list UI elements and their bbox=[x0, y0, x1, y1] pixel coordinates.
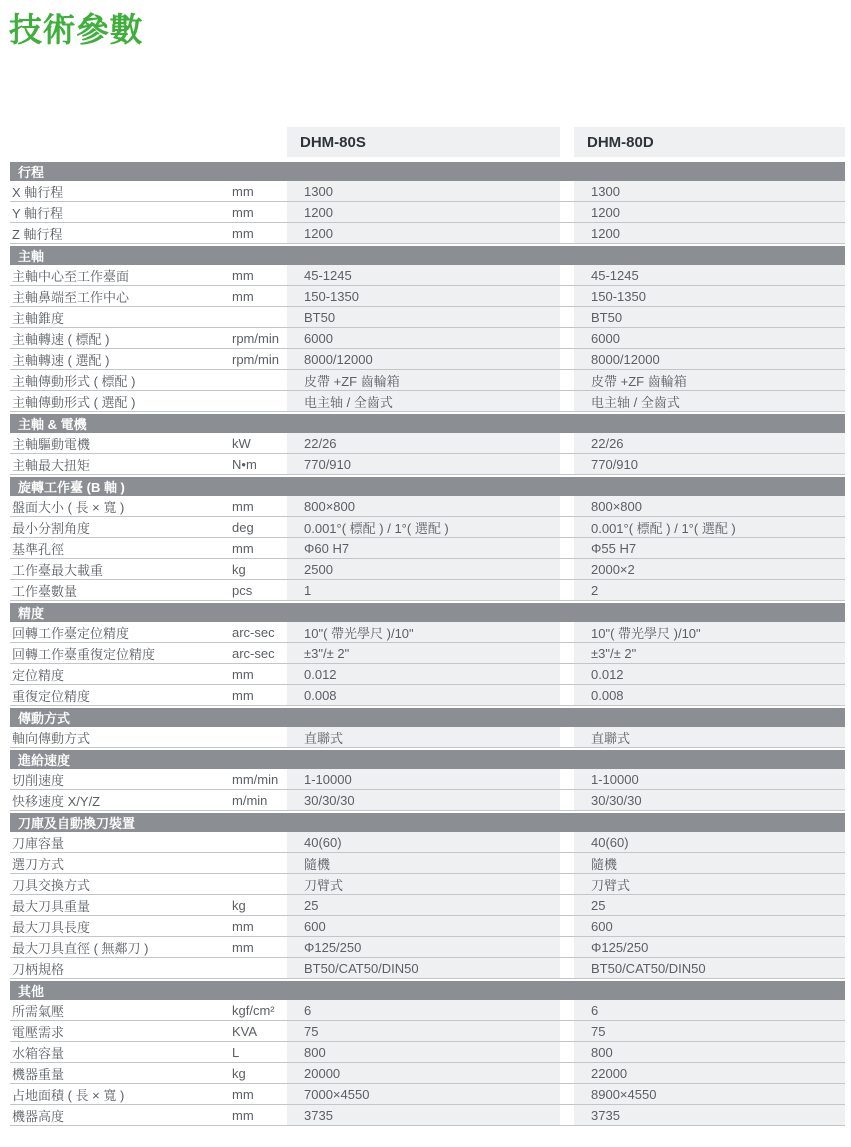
spec-row bbox=[10, 1000, 845, 1021]
spec-label: 刀庫容量 bbox=[12, 835, 65, 851]
spec-row bbox=[10, 874, 845, 895]
spec-value-dhm80d: Φ55 H7 bbox=[574, 538, 845, 558]
spec-unit bbox=[232, 874, 287, 894]
spec-unit: m/min bbox=[232, 792, 268, 808]
spec-value-dhm80d: 770/910 bbox=[574, 454, 845, 474]
section-header: 主軸 & 電機 bbox=[10, 414, 845, 433]
spec-unit: kg bbox=[232, 1065, 246, 1081]
spec-value-dhm80s: 1200 bbox=[287, 223, 560, 243]
column-gap bbox=[560, 916, 574, 936]
spec-value-dhm80s: 皮帶 +ZF 齒輪箱 bbox=[287, 370, 560, 390]
spec-value-dhm80s: 150-1350 bbox=[287, 286, 560, 306]
spec-row bbox=[10, 265, 845, 286]
spec-row bbox=[10, 769, 845, 790]
column-gap bbox=[560, 853, 574, 873]
column-gap bbox=[560, 1042, 574, 1062]
spec-row bbox=[10, 496, 845, 517]
section-header: 刀庫及自動換刀裝置 bbox=[10, 813, 845, 832]
spec-value-dhm80s: 600 bbox=[287, 916, 560, 936]
spec-row bbox=[10, 1021, 845, 1042]
column-gap bbox=[560, 517, 574, 537]
spec-row bbox=[10, 454, 845, 475]
column-gap bbox=[560, 349, 574, 369]
spec-value-dhm80d: BT50 bbox=[574, 307, 845, 327]
spec-unit: N•m bbox=[232, 456, 257, 472]
column-gap bbox=[560, 832, 574, 852]
spec-value-dhm80d: 0.001°( 標配 ) / 1°( 選配 ) bbox=[574, 517, 845, 537]
spec-unit: kW bbox=[232, 435, 251, 451]
column-gap bbox=[560, 874, 574, 894]
spec-unit: arc-sec bbox=[232, 624, 275, 640]
column-gap bbox=[560, 538, 574, 558]
spec-label: 主軸傳動形式 ( 選配 ) bbox=[12, 394, 136, 410]
spec-row bbox=[10, 223, 845, 244]
spec-unit: mm bbox=[232, 939, 254, 955]
column-gap bbox=[560, 1105, 574, 1125]
spec-value-dhm80d: 0.012 bbox=[574, 664, 845, 684]
spec-value-dhm80s: 2500 bbox=[287, 559, 560, 579]
spec-value-dhm80d: 25 bbox=[574, 895, 845, 915]
spec-value-dhm80d: 1-10000 bbox=[574, 769, 845, 789]
spec-row bbox=[10, 580, 845, 601]
column-gap bbox=[560, 643, 574, 663]
column-gap bbox=[560, 496, 574, 516]
spec-value-dhm80d: 刀臂式 bbox=[574, 874, 845, 894]
spec-value-dhm80s: ±3"/± 2" bbox=[287, 643, 560, 663]
spec-value-dhm80s: 800 bbox=[287, 1042, 560, 1062]
column-gap bbox=[560, 127, 574, 157]
column-gap bbox=[560, 307, 574, 327]
spec-label: 刀柄規格 bbox=[12, 961, 65, 977]
spec-row bbox=[10, 853, 845, 874]
spec-label: 機器重量 bbox=[12, 1066, 65, 1082]
spec-value-dhm80d: 10"( 帶光學尺 )/10" bbox=[574, 622, 845, 642]
column-gap bbox=[560, 790, 574, 810]
spec-unit: mm bbox=[232, 1086, 254, 1102]
spec-row bbox=[10, 643, 845, 664]
column-gap bbox=[560, 580, 574, 600]
spec-unit: mm bbox=[232, 666, 254, 682]
spec-value-dhm80s: 6000 bbox=[287, 328, 560, 348]
spec-row bbox=[10, 370, 845, 391]
spec-row bbox=[10, 202, 845, 223]
spec-value-dhm80d: 600 bbox=[574, 916, 845, 936]
spec-label: 重復定位精度 bbox=[12, 688, 91, 704]
spec-value-dhm80s: 0.001°( 標配 ) / 1°( 選配 ) bbox=[287, 517, 560, 537]
spec-row bbox=[10, 286, 845, 307]
spec-value-dhm80d: 800 bbox=[574, 1042, 845, 1062]
spec-label: 最小分割角度 bbox=[12, 520, 91, 536]
column-gap bbox=[560, 1000, 574, 1020]
spec-label: 回轉工作臺重復定位精度 bbox=[12, 646, 156, 662]
spec-value-dhm80d: Φ125/250 bbox=[574, 937, 845, 957]
spec-value-dhm80s: 6 bbox=[287, 1000, 560, 1020]
spec-label: Y 軸行程 bbox=[12, 205, 64, 221]
spec-value-dhm80s: Φ60 H7 bbox=[287, 538, 560, 558]
column-gap bbox=[560, 391, 574, 411]
column-gap bbox=[560, 286, 574, 306]
section-header: 傳動方式 bbox=[10, 708, 845, 727]
spec-value-dhm80s: 1-10000 bbox=[287, 769, 560, 789]
spec-label: 最大刀具直徑 ( 無鄰刀 ) bbox=[12, 940, 149, 956]
spec-value-dhm80s: 1200 bbox=[287, 202, 560, 222]
spec-unit: mm bbox=[232, 288, 254, 304]
spec-value-dhm80s: Φ125/250 bbox=[287, 937, 560, 957]
spec-value-dhm80d: 30/30/30 bbox=[574, 790, 845, 810]
spec-value-dhm80s: 22/26 bbox=[287, 433, 560, 453]
spec-unit: mm bbox=[232, 687, 254, 703]
spec-value-dhm80d: 电主轴 / 全齒式 bbox=[574, 391, 845, 411]
spec-value-dhm80d: 6000 bbox=[574, 328, 845, 348]
spec-unit: mm bbox=[232, 225, 254, 241]
spec-unit: mm bbox=[232, 540, 254, 556]
column-gap bbox=[560, 895, 574, 915]
spec-unit: arc-sec bbox=[232, 645, 275, 661]
spec-label: Z 軸行程 bbox=[12, 226, 63, 242]
spec-label: 最大刀具重量 bbox=[12, 898, 91, 914]
spec-label: 工作臺數量 bbox=[12, 583, 78, 599]
spec-label: 所需氣壓 bbox=[12, 1003, 65, 1019]
spec-row bbox=[10, 1042, 845, 1063]
spec-row bbox=[10, 307, 845, 328]
spec-row bbox=[10, 937, 845, 958]
spec-unit bbox=[232, 391, 287, 411]
column-gap bbox=[560, 1084, 574, 1104]
spec-value-dhm80s: 1300 bbox=[287, 181, 560, 201]
spec-value-dhm80s: 1 bbox=[287, 580, 560, 600]
spec-row bbox=[10, 832, 845, 853]
column-gap bbox=[560, 265, 574, 285]
spec-value-dhm80d: 150-1350 bbox=[574, 286, 845, 306]
spec-label: 軸向傳動方式 bbox=[12, 730, 91, 746]
spec-label: 選刀方式 bbox=[12, 856, 65, 872]
model-header-row bbox=[10, 127, 845, 157]
spec-unit bbox=[232, 853, 287, 873]
spec-unit bbox=[232, 832, 287, 852]
spec-unit: deg bbox=[232, 519, 254, 535]
spec-value-dhm80s: 0.012 bbox=[287, 664, 560, 684]
spec-unit: L bbox=[232, 1044, 240, 1060]
spec-unit: kgf/cm² bbox=[232, 1002, 275, 1018]
column-gap bbox=[560, 1063, 574, 1083]
spec-unit: mm bbox=[232, 1107, 254, 1123]
spec-row bbox=[10, 622, 845, 643]
spec-label: 基準孔徑 bbox=[12, 541, 65, 557]
model-header-dhm80s: DHM-80S bbox=[287, 127, 560, 157]
section-header: 行程 bbox=[10, 162, 845, 181]
column-gap bbox=[560, 202, 574, 222]
spec-label: 主軸最大扭矩 bbox=[12, 457, 91, 473]
spec-label: 最大刀具長度 bbox=[12, 919, 91, 935]
section-header: 旋轉工作臺 (B 軸 ) bbox=[10, 477, 845, 496]
section-header: 進給速度 bbox=[10, 750, 845, 769]
spec-row bbox=[10, 685, 845, 706]
spec-label: 定位精度 bbox=[12, 667, 65, 683]
spec-label: 主軸傳動形式 ( 標配 ) bbox=[12, 373, 136, 389]
spec-row bbox=[10, 391, 845, 412]
page-title: 技術參數 bbox=[9, 11, 143, 48]
spec-unit: kg bbox=[232, 897, 246, 913]
spec-value-dhm80s: 25 bbox=[287, 895, 560, 915]
spec-row bbox=[10, 664, 845, 685]
spec-row bbox=[10, 433, 845, 454]
spec-row bbox=[10, 1084, 845, 1105]
spec-value-dhm80s: 770/910 bbox=[287, 454, 560, 474]
spec-value-dhm80d: 2 bbox=[574, 580, 845, 600]
spec-row bbox=[10, 517, 845, 538]
column-gap bbox=[560, 559, 574, 579]
spec-unit: pcs bbox=[232, 582, 253, 598]
spec-row bbox=[10, 958, 845, 979]
spec-label: 快移速度 X/Y/Z bbox=[12, 793, 101, 809]
spec-row bbox=[10, 895, 845, 916]
spec-value-dhm80s: 电主轴 / 全齒式 bbox=[287, 391, 560, 411]
spec-row bbox=[10, 181, 845, 202]
spec-row bbox=[10, 916, 845, 937]
spec-value-dhm80d: 8000/12000 bbox=[574, 349, 845, 369]
spec-label: 水箱容量 bbox=[12, 1045, 65, 1061]
spec-value-dhm80d: 1300 bbox=[574, 181, 845, 201]
column-gap bbox=[560, 937, 574, 957]
spec-value-dhm80s: 800×800 bbox=[287, 496, 560, 516]
spec-label: 占地面積 ( 長 × 寬 ) bbox=[12, 1087, 125, 1103]
spec-unit: kg bbox=[232, 561, 246, 577]
spec-value-dhm80s: 3735 bbox=[287, 1105, 560, 1125]
spec-value-dhm80d: 隨機 bbox=[574, 853, 845, 873]
spec-value-dhm80d: 2000×2 bbox=[574, 559, 845, 579]
spec-unit bbox=[232, 958, 287, 978]
spec-value-dhm80d: 800×800 bbox=[574, 496, 845, 516]
spec-value-dhm80d: 22/26 bbox=[574, 433, 845, 453]
spec-value-dhm80d: 75 bbox=[574, 1021, 845, 1041]
spec-value-dhm80s: 刀臂式 bbox=[287, 874, 560, 894]
spec-label: 主軸轉速 ( 選配 ) bbox=[12, 352, 110, 368]
column-gap bbox=[560, 223, 574, 243]
spec-value-dhm80d: 8900×4550 bbox=[574, 1084, 845, 1104]
section-header: 其他 bbox=[10, 981, 845, 1000]
spec-value-dhm80d: 直聯式 bbox=[574, 727, 845, 747]
spec-unit: mm bbox=[232, 204, 254, 220]
spec-row bbox=[10, 1063, 845, 1084]
spec-row bbox=[10, 790, 845, 811]
column-gap bbox=[560, 958, 574, 978]
spec-unit bbox=[232, 307, 287, 327]
spec-row bbox=[10, 538, 845, 559]
model-header-spacer bbox=[10, 127, 287, 157]
column-gap bbox=[560, 433, 574, 453]
spec-value-dhm80s: 75 bbox=[287, 1021, 560, 1041]
column-gap bbox=[560, 685, 574, 705]
column-gap bbox=[560, 181, 574, 201]
spec-unit bbox=[232, 727, 287, 747]
spec-value-dhm80s: 20000 bbox=[287, 1063, 560, 1083]
column-gap bbox=[560, 664, 574, 684]
spec-label: 刀具交換方式 bbox=[12, 877, 91, 893]
column-gap bbox=[560, 727, 574, 747]
spec-value-dhm80s: 45-1245 bbox=[287, 265, 560, 285]
spec-value-dhm80s: 30/30/30 bbox=[287, 790, 560, 810]
column-gap bbox=[560, 769, 574, 789]
spec-value-dhm80s: 7000×4550 bbox=[287, 1084, 560, 1104]
spec-value-dhm80d: 40(60) bbox=[574, 832, 845, 852]
section-header: 主軸 bbox=[10, 246, 845, 265]
spec-value-dhm80d: 皮帶 +ZF 齒輪箱 bbox=[574, 370, 845, 390]
column-gap bbox=[560, 1021, 574, 1041]
spec-unit bbox=[232, 370, 287, 390]
spec-value-dhm80s: 8000/12000 bbox=[287, 349, 560, 369]
spec-value-dhm80s: 40(60) bbox=[287, 832, 560, 852]
column-gap bbox=[560, 454, 574, 474]
spec-unit: rpm/min bbox=[232, 351, 279, 367]
spec-value-dhm80s: BT50 bbox=[287, 307, 560, 327]
spec-label: 機器高度 bbox=[12, 1108, 65, 1124]
spec-unit: KVA bbox=[232, 1023, 258, 1039]
spec-label: 主軸驅動電機 bbox=[12, 436, 91, 452]
spec-value-dhm80d: BT50/CAT50/DIN50 bbox=[574, 958, 845, 978]
spec-unit: mm bbox=[232, 498, 254, 514]
spec-unit: mm bbox=[232, 918, 254, 934]
spec-label: 主軸錐度 bbox=[12, 310, 65, 326]
spec-table-body bbox=[10, 162, 845, 1126]
spec-row bbox=[10, 328, 845, 349]
spec-unit: mm bbox=[232, 267, 254, 283]
spec-table bbox=[10, 127, 845, 1126]
spec-label: 電壓需求 bbox=[12, 1024, 65, 1040]
spec-row bbox=[10, 727, 845, 748]
spec-unit: mm bbox=[232, 183, 254, 199]
spec-row bbox=[10, 559, 845, 580]
column-gap bbox=[560, 328, 574, 348]
spec-label: 主軸轉速 ( 標配 ) bbox=[12, 331, 110, 347]
spec-label: 切削速度 bbox=[12, 772, 65, 788]
spec-row bbox=[10, 1105, 845, 1126]
model-header-dhm80d: DHM-80D bbox=[574, 127, 845, 157]
spec-value-dhm80d: 0.008 bbox=[574, 685, 845, 705]
spec-label: 主軸鼻端至工作中心 bbox=[12, 289, 130, 305]
spec-label: 主軸中心至工作臺面 bbox=[12, 268, 130, 284]
spec-value-dhm80s: 隨機 bbox=[287, 853, 560, 873]
spec-value-dhm80s: 0.008 bbox=[287, 685, 560, 705]
spec-value-dhm80d: 3735 bbox=[574, 1105, 845, 1125]
spec-label: X 軸行程 bbox=[12, 184, 64, 200]
spec-unit: mm/min bbox=[232, 771, 279, 787]
spec-value-dhm80d: 45-1245 bbox=[574, 265, 845, 285]
spec-value-dhm80s: 直聯式 bbox=[287, 727, 560, 747]
spec-value-dhm80s: BT50/CAT50/DIN50 bbox=[287, 958, 560, 978]
spec-value-dhm80d: 22000 bbox=[574, 1063, 845, 1083]
spec-unit: rpm/min bbox=[232, 330, 279, 346]
column-gap bbox=[560, 370, 574, 390]
spec-label: 工作臺最大載重 bbox=[12, 562, 104, 578]
column-gap bbox=[560, 622, 574, 642]
spec-row bbox=[10, 349, 845, 370]
spec-value-dhm80d: ±3"/± 2" bbox=[574, 643, 845, 663]
spec-value-dhm80d: 1200 bbox=[574, 223, 845, 243]
spec-value-dhm80s: 10"( 帶光學尺 )/10" bbox=[287, 622, 560, 642]
spec-value-dhm80d: 1200 bbox=[574, 202, 845, 222]
spec-label: 回轉工作臺定位精度 bbox=[12, 625, 130, 641]
spec-label: 盤面大小 ( 長 × 寬 ) bbox=[12, 499, 125, 515]
section-header: 精度 bbox=[10, 603, 845, 622]
spec-value-dhm80d: 6 bbox=[574, 1000, 845, 1020]
